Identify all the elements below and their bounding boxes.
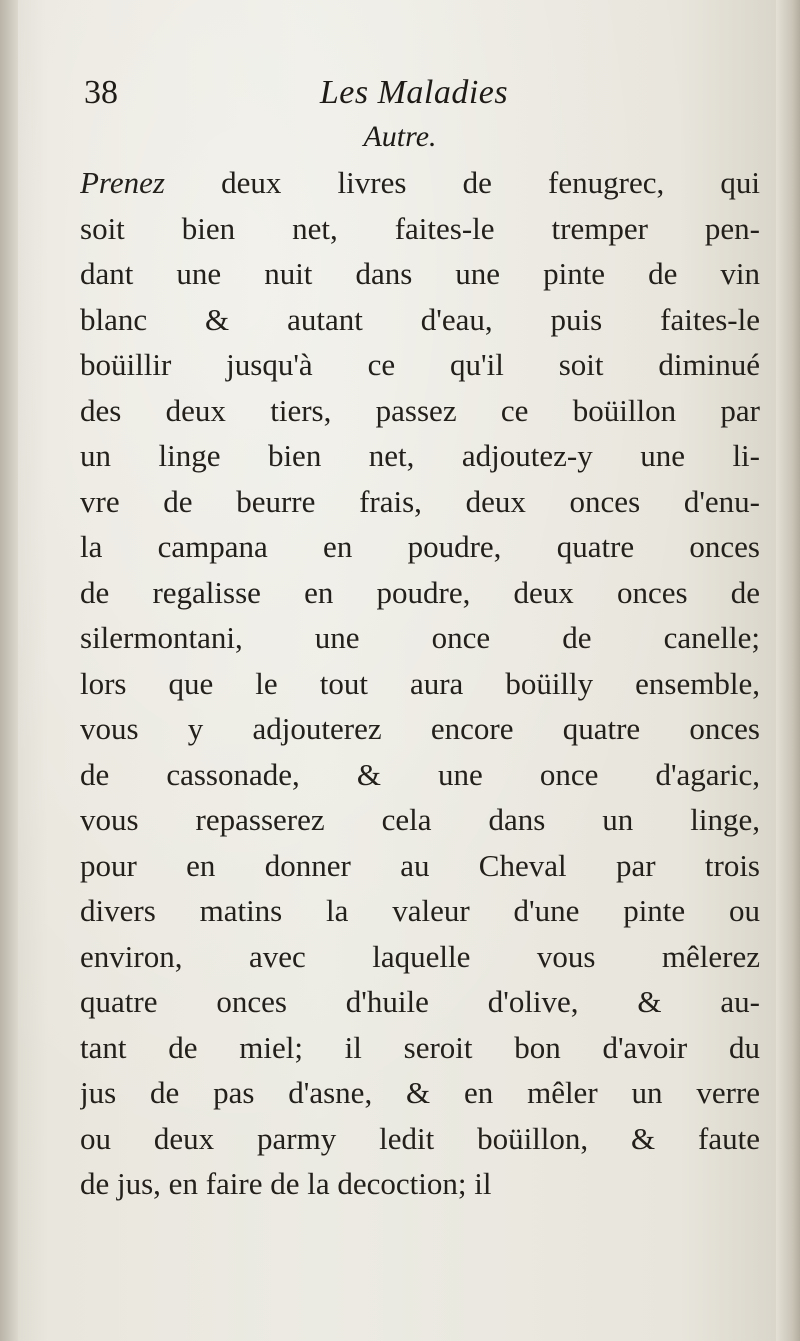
text-line: de jus, en faire de la decoction; il (80, 1166, 492, 1201)
page-number: 38 (84, 74, 118, 111)
text-line: la campana en poudre, quatre onces (80, 529, 760, 564)
page-edge-shadow (776, 0, 800, 1341)
text-line: jus de pas d'asne, & en mêler un verre (80, 1075, 760, 1110)
text-line: vous y adjouterez encore quatre onces (80, 711, 760, 746)
text-line: environ, avec laquelle vous mêlerez (80, 938, 760, 974)
page-header (84, 68, 744, 122)
text-line: blanc & autant d'eau, puis faites-le (80, 301, 760, 337)
text-line: vous repasserez cela dans un linge, (80, 802, 760, 837)
text-line: silermontani, une once de canelle; (80, 620, 760, 655)
text-line: pour en donner au Cheval par trois (80, 847, 760, 883)
text-line: lors que le tout aura boüilly ensemble, (80, 665, 760, 701)
text-line: vre de beurre frais, deux onces d'enu- (80, 483, 760, 519)
line-text: deux livres de fenugrec, qui (221, 165, 760, 200)
running-title: Les Maladies (319, 74, 509, 111)
text-line: tant de miel; il seroit bon d'avoir du (80, 1029, 760, 1065)
text-line: boüillir jusqu'à ce qu'il soit diminué (80, 347, 760, 382)
text-line: des deux tiers, passez ce boüillon par (80, 392, 760, 428)
text-line: soit bien net, faites-le tremper pen- (80, 210, 760, 246)
section-title: Autre. (363, 120, 437, 153)
text-line: quatre onces d'huile d'olive, & au- (80, 984, 760, 1019)
text-line: un linge bien net, adjoutez-y une li- (80, 438, 760, 473)
lead-word: Prenez (80, 165, 165, 200)
text-line: de cassonade, & une once d'agaric, (80, 756, 760, 792)
text-line: divers matins la valeur d'une pinte ou (80, 893, 760, 928)
text-line (80, 160, 760, 206)
text-line: ou deux parmy ledit boüillon, & faute (80, 1120, 760, 1156)
body-text (80, 160, 760, 1207)
text-line: dant une nuit dans une pinte de vin (80, 256, 760, 291)
page-gutter-shadow (0, 0, 18, 1341)
text-line: de regalisse en poudre, deux onces de (80, 574, 760, 610)
